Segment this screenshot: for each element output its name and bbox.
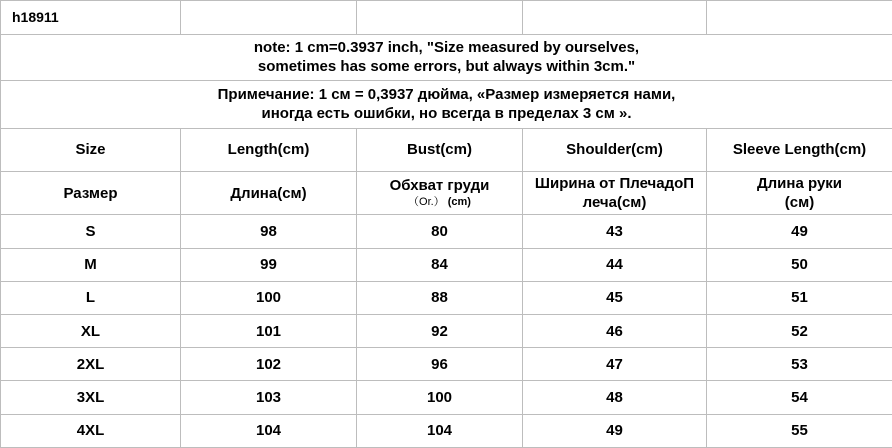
length-cell: 104 [181,414,357,447]
sleeve-cell: 51 [707,281,892,314]
bust-cell: 96 [357,348,523,381]
header-ru-bust-unit: (cm) [447,196,471,209]
header-ru-bust [357,172,523,215]
shoulder-cell: 49 [523,414,707,447]
header-ru-shoulder-line-2: леча(см) [582,194,647,212]
size-cell: M [1,248,181,281]
bust-cell: 80 [357,215,523,248]
size-cell: 3XL [1,381,181,414]
header-ru-row [1,172,892,215]
header-ru-size: Размер [1,172,181,215]
header-ru-shoulder [523,172,707,215]
sleeve-cell: 50 [707,248,892,281]
table-row [1,315,892,348]
header-size: Size [1,128,181,171]
shoulder-cell: 45 [523,281,707,314]
empty-cell [357,1,523,35]
note-ru [1,80,892,128]
length-cell: 98 [181,215,357,248]
product-code: h18911 [1,1,181,35]
note-ru-row [1,80,892,128]
note-en-row [1,35,892,80]
header-shoulder: Shoulder(cm) [523,128,707,171]
length-cell: 102 [181,348,357,381]
header-bust: Bust(cm) [357,128,523,171]
bust-cell: 84 [357,248,523,281]
table-row [1,381,892,414]
note-ru-line-2: иногда есть ошибки, но всегда в пределах 3 см ». [261,105,632,123]
shoulder-cell: 48 [523,381,707,414]
empty-cell [523,1,707,35]
sleeve-cell: 53 [707,348,892,381]
table-row [1,414,892,447]
sleeve-cell: 55 [707,414,892,447]
empty-cell [181,1,357,35]
shoulder-cell: 43 [523,215,707,248]
length-cell: 103 [181,381,357,414]
size-cell: XL [1,315,181,348]
table-row [1,215,892,248]
bust-cell: 104 [357,414,523,447]
header-ru-bust-line-2 [357,195,522,210]
sleeve-cell: 54 [707,381,892,414]
header-ru-bust-line-1: Обхват груди [389,177,490,195]
header-ru-sleeve [707,172,892,215]
size-cell: 2XL [1,348,181,381]
table-row [1,248,892,281]
header-sleeve-length: Sleeve Length(cm) [707,128,892,171]
size-cell: S [1,215,181,248]
note-ru-line-1: Примечание: 1 см = 0,3937 дюйма, «Размер измеряется нами, [217,86,676,104]
shoulder-cell: 46 [523,315,707,348]
header-ru-sleeve-line-2: (см) [784,194,815,212]
header-length: Length(cm) [181,128,357,171]
header-ru-bust-paren: （Or.） [408,196,445,209]
header-ru-sleeve-line-1: Длина руки [756,175,843,193]
bust-cell: 92 [357,315,523,348]
size-cell: L [1,281,181,314]
empty-cell [707,1,892,35]
length-cell: 101 [181,315,357,348]
table-row [1,348,892,381]
sleeve-cell: 52 [707,315,892,348]
header-ru-shoulder-line-1: Ширина от ПлечадоП [534,175,695,193]
length-cell: 100 [181,281,357,314]
note-en-line-1: note: 1 cm=0.3937 inch, "Size measured by ourselves, [253,39,640,57]
bust-cell: 88 [357,281,523,314]
length-cell: 99 [181,248,357,281]
header-ru-length: Длина(см) [181,172,357,215]
note-en [1,35,892,80]
note-en-line-2: sometimes has some errors, but always within 3cm." [257,58,636,76]
shoulder-cell: 47 [523,348,707,381]
size-cell: 4XL [1,414,181,447]
sleeve-cell: 49 [707,215,892,248]
bust-cell: 100 [357,381,523,414]
header-en-row [1,128,892,171]
shoulder-cell: 44 [523,248,707,281]
code-row [1,1,892,35]
table-row [1,281,892,314]
